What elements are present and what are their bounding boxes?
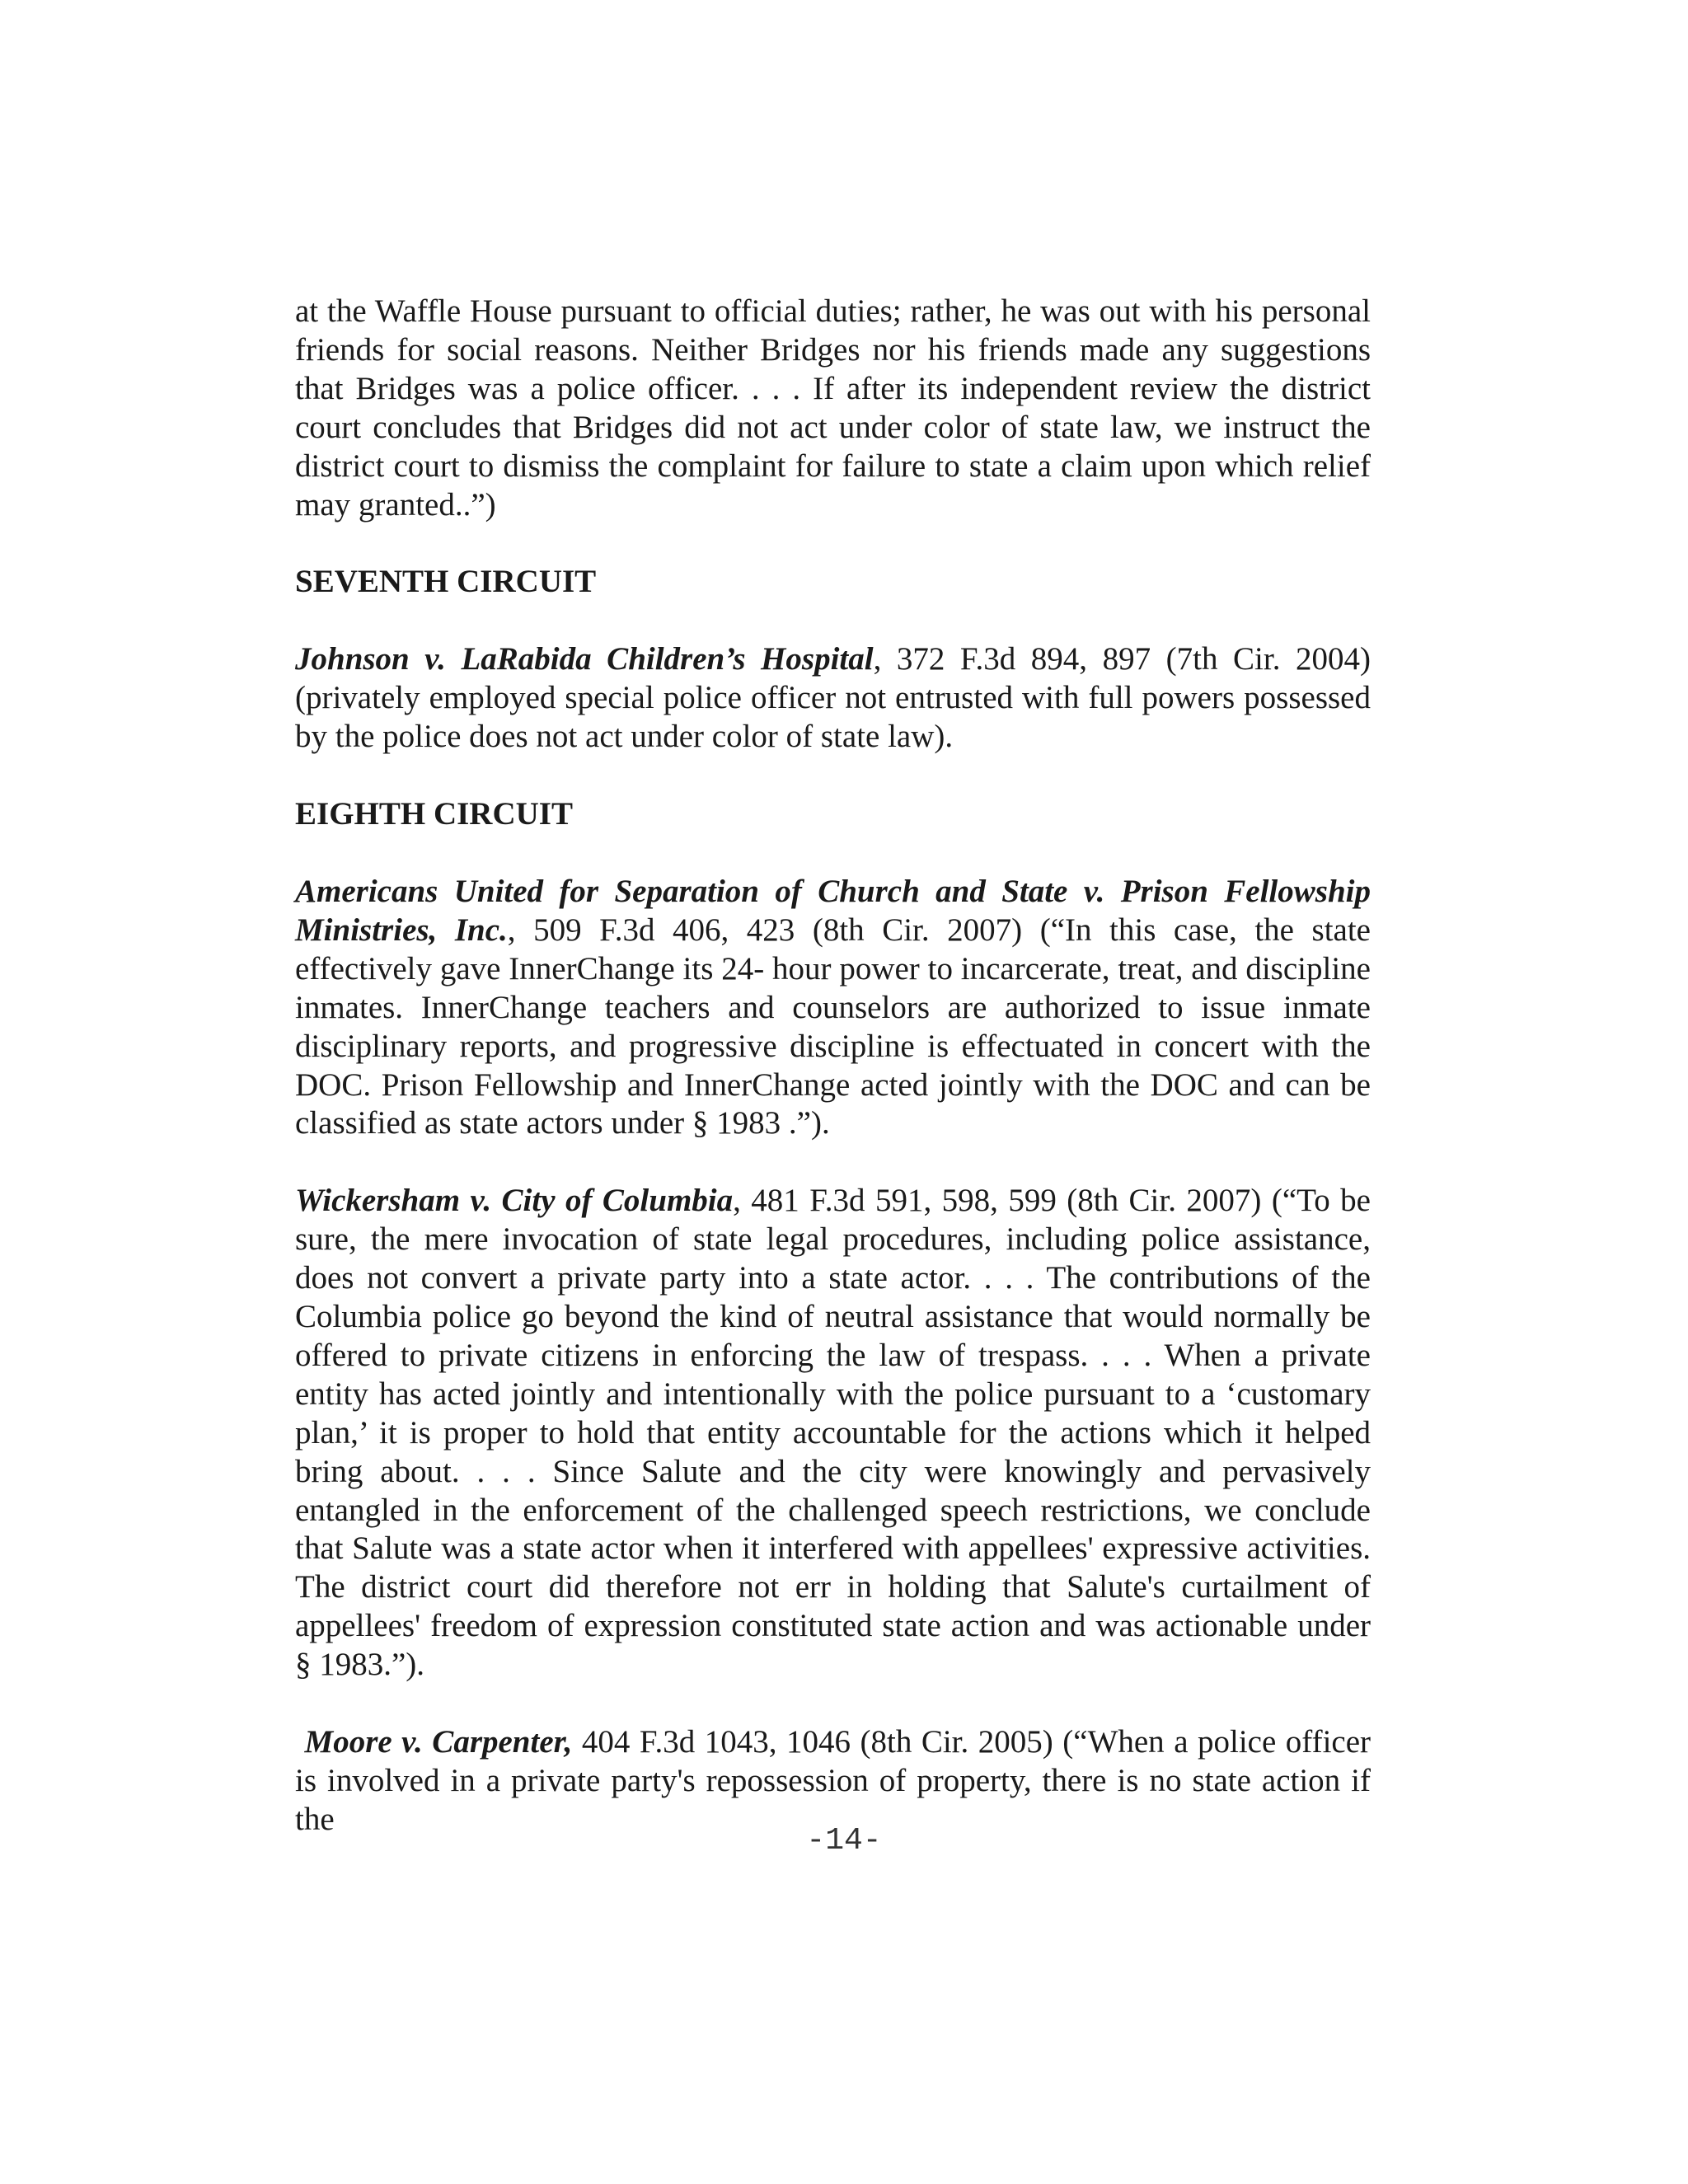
- continuation-paragraph: at the Waffle House pursuant to official duties; rather, he was out with his personal friends for social reasons. Neither Bridges nor his friends made any suggestions that Bridges was a police officer. . . . If after its independent review the district court concludes that Bridges did not act under color of state law, we instruct the district court to dismiss the complaint for failure to state a claim upon which relief may granted..”): [295, 293, 1371, 523]
- case-entry-americans-united: [295, 873, 1371, 1143]
- case-entry-johnson: [295, 640, 1371, 757]
- document-page: [295, 293, 1371, 1840]
- spacer: [295, 757, 1371, 795]
- spacer: [295, 1685, 1371, 1723]
- case-text: 404 F.3d 1043, 1046 (8th Cir. 2005) (“When a police officer is involved in a private party's repossession of property, there is no state action if the: [295, 1724, 1372, 1837]
- spacer: [295, 602, 1371, 640]
- case-text: , 509 F.3d 406, 423 (8th Cir. 2007) (“In this case, the state effectively gave InnerChange its 24- hour power to incarcerate, treat, and discipline inmates. InnerChange teachers and counselors are authorized to issue inmate disciplinary reports, and progressive discipline is effectuated in concert with the DOC. Prison Fellowship and InnerChange acted jointly with the DOC and can be classified as state actors under § 1983 .”).: [295, 912, 1371, 1141]
- case-name: Johnson v. LaRabida Children’s Hospital: [295, 641, 874, 677]
- section-heading-seventh-circuit: SEVENTH CIRCUIT: [295, 564, 597, 600]
- section-heading-eighth-circuit: EIGHTH CIRCUIT: [295, 796, 573, 832]
- case-name: Wickersham v. City of Columbia: [295, 1183, 734, 1219]
- page-number: -14-: [806, 1823, 882, 1858]
- spacer: [295, 524, 1371, 563]
- case-entry-moore: [295, 1723, 1371, 1840]
- case-text: , 481 F.3d 591, 598, 599 (8th Cir. 2007) (“To be sure, the mere invocation of state legal procedures, including police assistance, does not convert a private party into a state actor. . . . The contributions of the Columbia police go beyond the kind of neutral assistance that would normally be offered to private citizens in enforcing the law of trespass. . . . When a private entity has acted jointly and intentionally with the police pursuant to a ‘customary plan,’ it is proper to hold that entity accountable for the actions which it helped bring about. . . . Since Salute and the city were knowingly and pervasively entangled in the enforcement of the challenged speech restrictions, we conclude that Salute was a state actor when it interfered with appellees' expressive activities. The district court did therefore not err in holding that Salute's curtailment of appellees' freedom of expression constituted state action and was actionable under § 1983.”).: [295, 1183, 1371, 1683]
- case-name: Americans United for Separation of Church and State v. Prison Fellowship Ministries, Inc.: [295, 873, 1371, 948]
- spacer: [295, 834, 1371, 873]
- case-text: , 372 F.3d 894, 897 (7th Cir. 2004) (privately employed special police officer not entrusted with full powers possessed by the police does not act under color of state law).: [295, 641, 1371, 755]
- case-entry-wickersham: [295, 1182, 1371, 1685]
- spacer: [295, 1143, 1371, 1182]
- case-name: Moore v. Carpenter,: [304, 1724, 573, 1760]
